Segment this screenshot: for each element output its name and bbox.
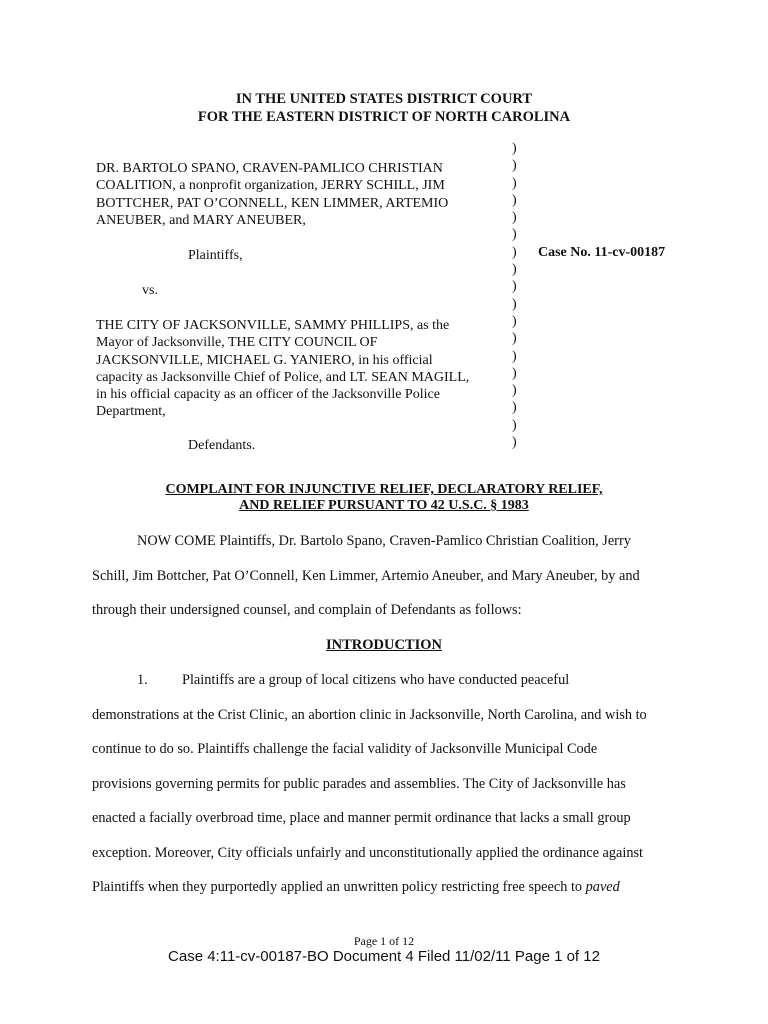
paragraph-text: Plaintiffs when they purportedly applied an unwritten policy restricting free speech to xyxy=(92,879,586,895)
paragraph-line: provisions governing permits for public parades and assemblies. The City of Jacksonville has xyxy=(92,776,626,792)
opening-line: NOW COME Plaintiffs, Dr. Bartolo Spano, Craven-Pamlico Christian Coalition, Jerry xyxy=(137,533,631,549)
opening-line: Schill, Jim Bottcher, Pat O’Connell, Ken Limmer, Artemio Aneuber, and Mary Aneuber, by and xyxy=(92,568,640,584)
defendants-line: capacity as Jacksonville Chief of Police, and LT. SEAN MAGILL, xyxy=(96,369,470,385)
court-name-line1: IN THE UNITED STATES DISTRICT COURT xyxy=(235,91,533,107)
caption-separator: ) ) ) ) ) ) ) ) ) ) ) ) ) ) ) ) ) ) xyxy=(512,141,517,451)
complaint-title-line1: COMPLAINT FOR INJUNCTIVE RELIEF, DECLARATORY RELIEF, xyxy=(165,482,603,497)
versus-label: vs. xyxy=(142,283,158,298)
section-heading: INTRODUCTION xyxy=(325,637,442,653)
complaint-title-line2: AND RELIEF PURSUANT TO 42 U.S.C. § 1983 xyxy=(239,498,529,513)
court-name-line2: FOR THE EASTERN DISTRICT OF NORTH CAROLINA xyxy=(197,109,571,125)
case-number: Case No. 11-cv-00187 xyxy=(538,245,666,260)
emphasis-text: paved xyxy=(585,879,620,895)
paragraph-line xyxy=(92,879,677,896)
defendants-line: Mayor of Jacksonville, THE CITY COUNCIL OF xyxy=(96,335,378,351)
paragraph-line: demonstrations at the Crist Clinic, an abortion clinic in Jacksonville, North Carolina, and wish to xyxy=(92,707,647,723)
plaintiffs-line: ANEUBER, and MARY ANEUBER, xyxy=(96,212,306,228)
plaintiffs-block xyxy=(96,160,506,229)
defendants-line: THE CITY OF JACKSONVILLE, SAMMY PHILLIPS, as the xyxy=(96,318,450,333)
defendants-line: Department, xyxy=(96,404,166,420)
defendants-line: in his official capacity as an officer of the Jacksonville Police xyxy=(96,387,440,403)
paragraph-number: 1. xyxy=(137,672,148,688)
paragraph-line: continue to do so. Plaintiffs challenge the facial validity of Jacksonville Municipal Code xyxy=(92,741,598,757)
page-number: Page 1 of 12 xyxy=(353,934,415,948)
defendants-label: Defendants. xyxy=(188,438,256,453)
paragraph-line: exception. Moreover, City officials unfairly and unconstitutionally applied the ordinance against xyxy=(92,845,644,861)
opening-line: through their undersigned counsel, and complain of Defendants as follows: xyxy=(92,602,522,618)
plaintiffs-line: DR. BARTOLO SPANO, CRAVEN-PAMLICO CHRISTIAN xyxy=(96,161,443,176)
plaintiffs-label: Plaintiffs, xyxy=(188,248,243,263)
filing-footer: Case 4:11-cv-00187-BO Document 4 Filed 11/02/11 Page 1 of 12 xyxy=(168,948,600,965)
defendants-line: JACKSONVILLE, MICHAEL G. YANIERO, in his official xyxy=(96,352,433,368)
paragraph-line: enacted a facially overbroad time, place and manner permit ordinance that lacks a small group xyxy=(92,810,631,826)
plaintiffs-line: BOTTCHER, PAT O’CONNELL, KEN LIMMER, ARTEMIO xyxy=(96,195,449,211)
plaintiffs-line: COALITION, a nonprofit organization, JERRY SCHILL, JIM xyxy=(96,178,445,194)
paragraph-line: Plaintiffs are a group of local citizens who have conducted peaceful xyxy=(182,672,570,688)
defendants-block xyxy=(96,317,506,421)
